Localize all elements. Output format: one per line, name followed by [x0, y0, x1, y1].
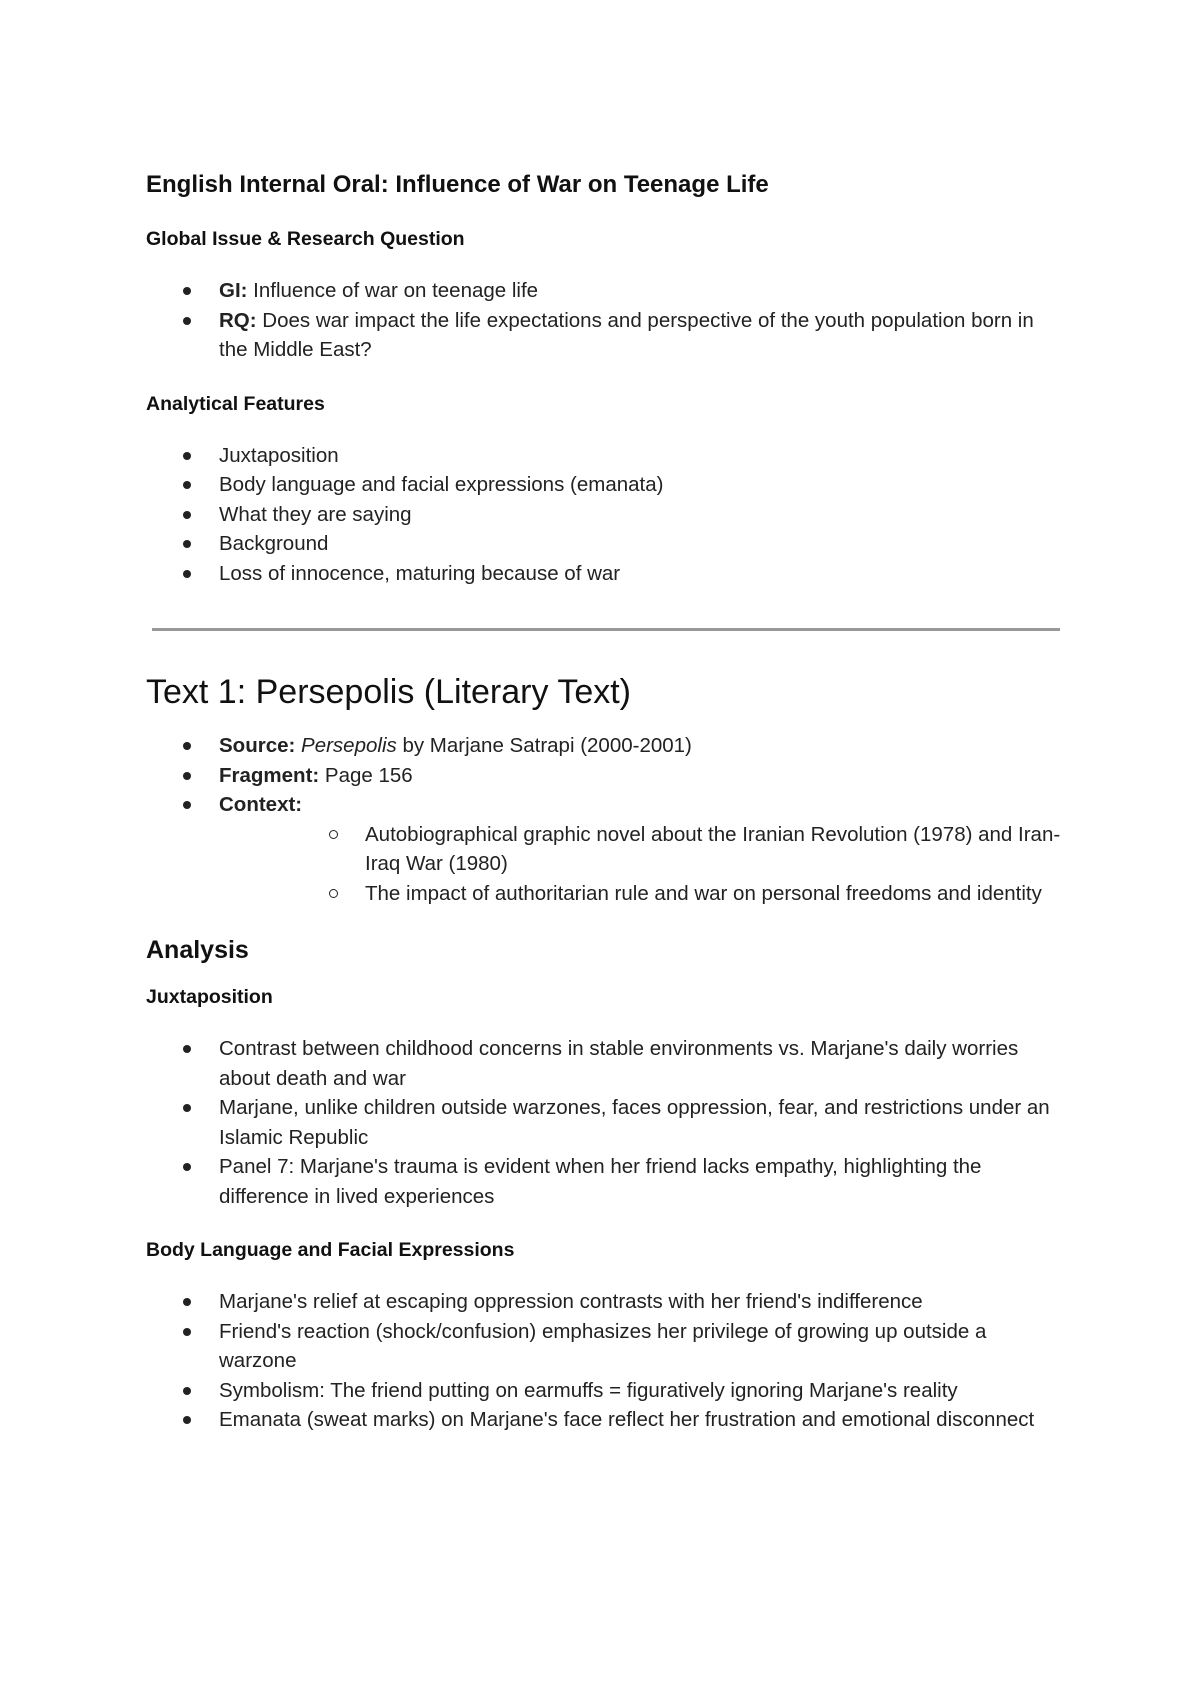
list-item: [146, 441, 1066, 471]
text1-heading: Text 1: Persepolis (Literary Text): [146, 673, 631, 711]
list-item: [146, 306, 1066, 365]
bullet-icon: [183, 287, 191, 295]
context-text: Autobiographical graphic novel about the Iranian Revolution (1978) and Iran-Iraq War (1980): [365, 822, 1061, 875]
juxtaposition-text: Panel 7: Marjane's trauma is evident when her friend lacks empathy, highlighting the difference in lived experiences: [219, 1155, 982, 1208]
bullet-icon: [183, 1298, 191, 1306]
document-title: English Internal Oral: Influence of War on Teenage Life: [146, 171, 769, 198]
bullet-icon: [183, 1163, 191, 1171]
list-item: [219, 820, 1066, 879]
juxtaposition-text: Marjane, unlike children outside warzones, faces oppression, fear, and restrictions under an Islamic Republic: [219, 1096, 1050, 1149]
bullet-icon: [183, 317, 191, 325]
bullet-icon: [183, 1045, 191, 1053]
bullet-icon: [183, 570, 191, 578]
rq-text: Does war impact the life expectations and perspective of the youth population born in the Middle East?: [219, 308, 1034, 361]
list-item: [146, 1034, 1066, 1093]
context-text: The impact of authoritarian rule and war on personal freedoms and identity: [365, 881, 1042, 905]
bullet-icon: [183, 511, 191, 519]
juxtaposition-heading: Juxtaposition: [146, 986, 273, 1008]
list-item: [146, 790, 1066, 908]
document-page: [146, 170, 1066, 1435]
body-language-text: Marjane's relief at escaping oppression contrasts with her friend's indifference: [219, 1290, 923, 1313]
context-label: Context:: [219, 793, 303, 816]
feature-text: Background: [219, 532, 329, 555]
bullet-icon: [183, 1328, 191, 1336]
analysis-heading: Analysis: [146, 936, 249, 964]
gi-label: GI:: [219, 279, 248, 302]
list-item: [146, 276, 1066, 306]
bullet-icon: [183, 742, 191, 750]
feature-text: Juxtaposition: [219, 443, 339, 467]
list-item: [146, 470, 1066, 500]
list-item: [219, 879, 1066, 909]
body-language-text: Friend's reaction (shock/confusion) emphasizes her privilege of growing up outside a warzone: [219, 1319, 987, 1372]
rq-label: RQ:: [219, 308, 257, 332]
list-item: [146, 731, 1066, 761]
feature-text: Body language and facial expressions (emanata): [219, 473, 664, 496]
bullet-icon: [183, 801, 191, 809]
bullet-icon: [183, 1416, 191, 1424]
list-item: [146, 1317, 1066, 1376]
list-item: [146, 529, 1066, 559]
global-issue-heading: Global Issue & Research Question: [146, 228, 465, 250]
text1-details-list: [146, 731, 1066, 908]
list-item: [146, 1093, 1066, 1152]
body-language-heading: Body Language and Facial Expressions: [146, 1239, 515, 1261]
body-language-text: Symbolism: The friend putting on earmuffs = figuratively ignoring Marjane's reality: [219, 1378, 958, 1402]
list-item: [146, 761, 1066, 791]
hollow-bullet-icon: [329, 889, 338, 898]
source-title: Persepolis: [301, 734, 397, 757]
body-language-text: Emanata (sweat marks) on Marjane's face reflect her frustration and emotional disconnect: [219, 1408, 1035, 1431]
bullet-icon: [183, 1104, 191, 1112]
juxtaposition-text: Contrast between childhood concerns in stable environments vs. Marjane's daily worries about death and war: [219, 1037, 1019, 1090]
list-item: [146, 500, 1066, 530]
bullet-icon: [183, 481, 191, 489]
analytical-features-list: [146, 441, 1066, 589]
juxtaposition-list: [146, 1034, 1066, 1211]
source-rest: by Marjane Satrapi (2000-2001): [396, 734, 692, 757]
gi-text: Influence of war on teenage life: [247, 279, 539, 302]
hollow-bullet-icon: [329, 830, 338, 839]
fragment-label: Fragment:: [219, 763, 320, 787]
source-label: Source:: [219, 734, 296, 757]
list-item: [146, 1152, 1066, 1211]
fragment-text: Page 156: [319, 763, 413, 787]
analytical-features-heading: Analytical Features: [146, 392, 325, 415]
bullet-icon: [183, 1387, 191, 1395]
bullet-icon: [183, 772, 191, 780]
global-issue-list: [146, 276, 1066, 365]
list-item: [146, 1405, 1066, 1435]
context-list: [219, 820, 1066, 909]
bullet-icon: [183, 452, 191, 460]
list-item: [146, 1376, 1066, 1406]
body-language-list: [146, 1287, 1066, 1435]
feature-text: Loss of innocence, maturing because of war: [219, 561, 621, 585]
bullet-icon: [183, 540, 191, 548]
feature-text: What they are saying: [219, 502, 412, 526]
list-item: [146, 1287, 1066, 1317]
list-item: [146, 559, 1066, 589]
